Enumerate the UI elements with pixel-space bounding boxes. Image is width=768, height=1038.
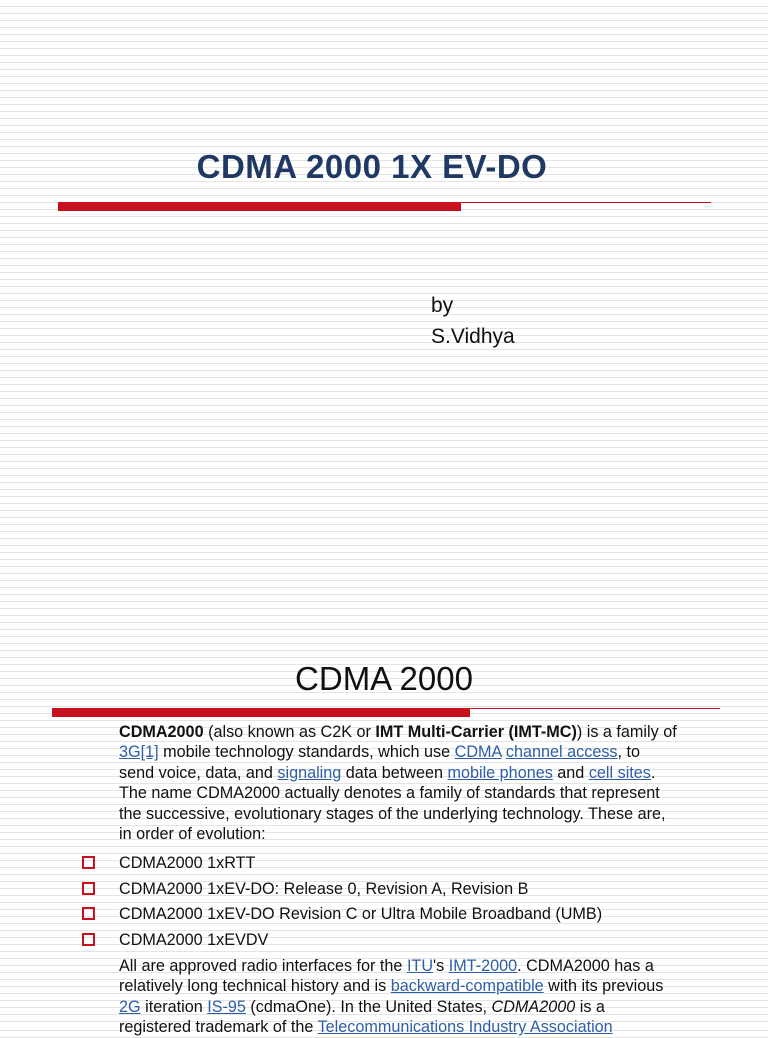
text: and <box>552 763 589 782</box>
text: data between <box>341 763 448 782</box>
text: with its previous <box>543 977 664 996</box>
list-item <box>80 878 602 904</box>
title-underline <box>58 202 711 211</box>
evolution-list <box>80 852 602 954</box>
author-block <box>431 290 515 352</box>
link-tia[interactable]: Telecommunications Industry Association <box>317 1018 613 1037</box>
text: is a registered trademark of the <box>119 997 605 1037</box>
text: ) is a family of <box>576 723 677 741</box>
list-item-text: CDMA2000 1xEV-DO: Release 0, Revision A, Revision B <box>119 879 529 898</box>
by-label: by <box>431 294 454 317</box>
underline-thin <box>461 202 711 203</box>
text: iteration <box>140 997 208 1016</box>
square-bullet-icon <box>82 933 95 946</box>
text: , to send voice, data, and <box>119 743 641 782</box>
link-is-95[interactable]: IS-95 <box>207 997 246 1016</box>
text: mobile technology standards, which use <box>158 743 455 762</box>
link-cell-sites[interactable]: cell sites <box>588 763 651 782</box>
title-underline <box>52 708 720 717</box>
list-item-text: CDMA2000 1xRTT <box>119 854 256 872</box>
text: (also known as C2K or <box>203 723 376 741</box>
square-bullet-icon <box>82 907 95 920</box>
text: . CDMA2000 has a relatively long technical history and is <box>119 957 654 996</box>
link-channel-access[interactable]: channel access <box>505 743 618 762</box>
square-bullet-icon <box>82 882 95 895</box>
link-3g[interactable]: 3G[1] <box>119 743 159 762</box>
list-item <box>80 903 602 929</box>
link-itu[interactable]: ITU <box>406 957 434 975</box>
link-signaling[interactable]: signaling <box>277 763 342 782</box>
term-cdma2000-italic: CDMA2000 <box>491 997 576 1016</box>
link-cdma[interactable]: CDMA <box>454 743 502 762</box>
slide-2-title: CDMA 2000 <box>295 660 473 697</box>
link-mobile-phones[interactable]: mobile phones <box>447 763 553 782</box>
link-backward-compatible[interactable]: backward-compatible <box>390 977 544 996</box>
intro-paragraph <box>119 722 679 844</box>
list-item-text: CDMA2000 1xEV-DO Revision C or Ultra Mobile Broadband (UMB) <box>119 905 603 923</box>
list-item-text: CDMA2000 1xEVDV <box>119 930 269 949</box>
term-cdma2000: CDMA2000 <box>119 723 204 741</box>
square-bullet-icon <box>82 856 95 869</box>
underline-thick <box>52 708 470 717</box>
underline-thin <box>470 708 720 709</box>
term-imt-mc: IMT Multi-Carrier (IMT-MC) <box>375 723 577 741</box>
list-item <box>80 929 602 955</box>
underline-thick <box>58 202 461 211</box>
slide-1-title: CDMA 2000 1X EV-DO <box>196 148 548 185</box>
text: All are approved radio interfaces for the <box>119 957 407 975</box>
slide-2 <box>0 620 768 1037</box>
link-imt-2000[interactable]: IMT-2000 <box>448 957 518 975</box>
author-name: S.Vidhya <box>431 325 515 348</box>
list-item <box>80 852 602 878</box>
text: . The name CDMA2000 actually denotes a family of standards that represent the successive, evolutionary stages of the underlying technology. These are, in order of evolution: <box>119 763 666 844</box>
text: (cdmaOne). In the United States, <box>245 997 492 1016</box>
approval-paragraph <box>119 956 679 1038</box>
text: 's <box>433 957 449 975</box>
link-2g[interactable]: 2G <box>119 997 141 1016</box>
